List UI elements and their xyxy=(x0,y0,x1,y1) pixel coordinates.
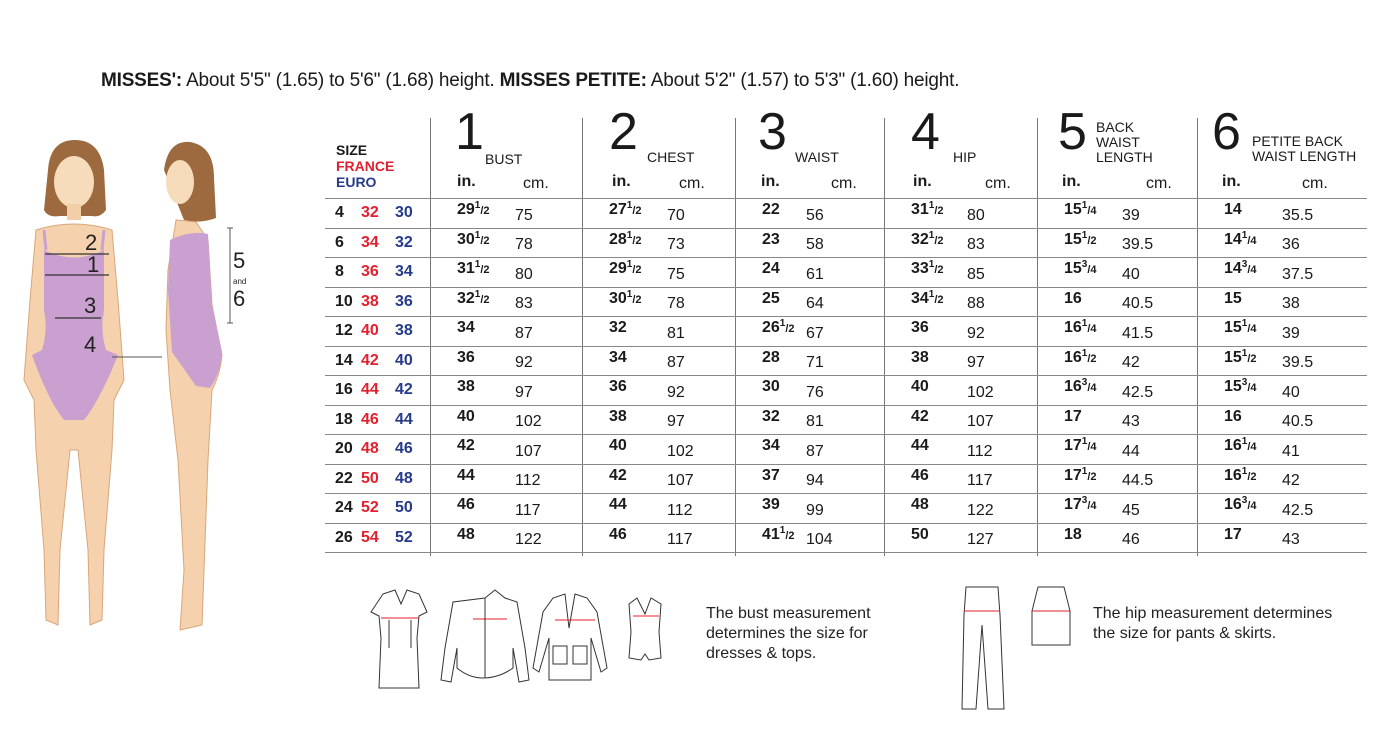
bust-caption xyxy=(706,604,871,664)
hip-inches: 48 xyxy=(911,496,929,514)
petite-inches: $15^3/4$ xyxy=(1224,377,1257,396)
table-row xyxy=(325,258,1367,288)
hip-cm: 80 xyxy=(967,206,985,224)
petite-inches: 16 xyxy=(1224,407,1242,425)
hip-caption xyxy=(1093,604,1332,644)
hip-inches: $34^1/2$ xyxy=(911,288,944,307)
bust-inches: 34 xyxy=(457,319,475,337)
size-france: 46 xyxy=(361,410,379,428)
unit-cm: cm. xyxy=(985,175,1011,192)
bust-cm: 117 xyxy=(515,501,541,519)
size-euro: 42 xyxy=(395,381,413,399)
size-france: 38 xyxy=(361,292,379,310)
size-france: 40 xyxy=(361,322,379,340)
hip-garments-illustration xyxy=(960,585,1080,715)
petite-inches: 14 xyxy=(1224,201,1242,219)
figure-label-3: 3 xyxy=(84,293,97,318)
waist-inches: 32 xyxy=(762,407,780,425)
size-euro: 30 xyxy=(395,204,413,222)
petite-cm: 41 xyxy=(1282,442,1300,460)
chest-inches: 38 xyxy=(609,407,627,425)
petite-inches: $15^1/2$ xyxy=(1224,347,1257,366)
chest-inches: $29^1/2$ xyxy=(609,259,642,278)
petite-cm: 35.5 xyxy=(1282,206,1314,224)
bust-inches: $30^1/2$ xyxy=(457,229,490,248)
size-euro: 44 xyxy=(395,410,413,428)
table-row xyxy=(325,287,1367,317)
chest-cm: 70 xyxy=(667,206,685,224)
chest-inches: 36 xyxy=(609,378,627,396)
back-cm: 44.5 xyxy=(1122,472,1154,490)
size-euro: 36 xyxy=(395,292,413,310)
column-label-line: LENGTH xyxy=(1096,149,1153,165)
size-us: 20 xyxy=(335,440,353,458)
chest-cm: 87 xyxy=(667,354,685,372)
table-row xyxy=(325,199,1367,229)
bust-cm: 97 xyxy=(515,383,533,401)
petite-text: About 5'2" (1.57) to 5'3" (1.60) height. xyxy=(646,70,960,91)
table-row xyxy=(325,494,1367,524)
column-label: BUST xyxy=(485,151,523,167)
size-france: 48 xyxy=(361,440,379,458)
back-cm: 44 xyxy=(1122,442,1140,460)
bust-cm: 75 xyxy=(515,206,533,224)
hip-inches: $32^1/2$ xyxy=(911,229,944,248)
back-inches: $15^3/4$ xyxy=(1064,259,1097,278)
petite-inches: $16^1/2$ xyxy=(1224,465,1257,484)
chest-cm: 112 xyxy=(667,501,693,519)
bust-cm: 83 xyxy=(515,295,533,313)
body-figure-illustration xyxy=(0,130,280,640)
size-us: 14 xyxy=(335,351,353,369)
waist-cm: 87 xyxy=(806,442,824,460)
misses-label: MISSES': xyxy=(101,70,183,91)
bust-inches: 36 xyxy=(457,348,475,366)
front-figure-icon xyxy=(24,140,162,625)
chest-cm: 97 xyxy=(667,413,685,431)
size-chart xyxy=(325,103,1367,549)
size-euro: 32 xyxy=(395,233,413,251)
back-cm: 42.5 xyxy=(1122,383,1154,401)
unit-cm: cm. xyxy=(831,175,857,192)
size-france: 34 xyxy=(361,233,379,251)
side-figure-icon xyxy=(164,142,222,630)
back-inches: 18 xyxy=(1064,525,1082,543)
chest-inches: 32 xyxy=(609,319,627,337)
waist-cm: 56 xyxy=(806,206,824,224)
size-key-euro: EURO xyxy=(336,174,377,190)
hip-inches: 36 xyxy=(911,319,929,337)
hip-inches: 44 xyxy=(911,437,929,455)
unit-in: in. xyxy=(1062,173,1081,190)
chest-cm: 102 xyxy=(667,442,694,460)
size-us: 16 xyxy=(335,381,353,399)
pants-icon xyxy=(962,587,1004,709)
chest-inches: 46 xyxy=(609,525,627,543)
bust-inches: 40 xyxy=(457,407,475,425)
size-euro: 50 xyxy=(395,499,413,517)
vest-icon xyxy=(629,598,661,660)
waist-inches: 23 xyxy=(762,230,780,248)
waist-cm: 58 xyxy=(806,236,824,254)
hip-cm: 92 xyxy=(967,324,985,342)
column-number: 4 xyxy=(911,103,940,161)
back-cm: 41.5 xyxy=(1122,324,1154,342)
chest-inches: $27^1/2$ xyxy=(609,200,642,219)
chest-inches: 34 xyxy=(609,348,627,366)
figure-label-1: 1 xyxy=(87,252,100,277)
petite-inches: 15 xyxy=(1224,289,1242,307)
waist-cm: 94 xyxy=(806,472,824,490)
column-number: 3 xyxy=(758,103,787,161)
hip-cm: 112 xyxy=(967,442,993,460)
bust-inches: 38 xyxy=(457,378,475,396)
column-label-line: WAIST xyxy=(1096,134,1140,150)
table-row xyxy=(325,376,1367,406)
waist-cm: 99 xyxy=(806,501,824,519)
petite-cm: 40.5 xyxy=(1282,413,1314,431)
size-us: 22 xyxy=(335,469,353,487)
skirt-icon xyxy=(1032,587,1070,645)
figure-label-5: 5 xyxy=(233,248,246,273)
petite-cm: 42.5 xyxy=(1282,501,1314,519)
column-label-line: BACK xyxy=(1096,119,1135,135)
column-number: 6 xyxy=(1212,103,1241,161)
size-us: 4 xyxy=(335,204,344,222)
bust-caption-line: dresses & tops. xyxy=(706,645,817,662)
back-cm: 39 xyxy=(1122,206,1140,224)
waist-cm: 104 xyxy=(806,531,833,549)
bust-cm: 122 xyxy=(515,531,542,549)
waist-inches: 28 xyxy=(762,348,780,366)
hip-caption-line: The hip measurement determines xyxy=(1093,605,1333,622)
waist-cm: 61 xyxy=(806,265,824,283)
petite-inches: $16^1/4$ xyxy=(1224,436,1257,455)
size-us: 18 xyxy=(335,410,353,428)
back-inches: $16^3/4$ xyxy=(1064,377,1097,396)
unit-cm: cm. xyxy=(1146,175,1172,192)
bust-cm: 87 xyxy=(515,324,533,342)
table-row xyxy=(325,464,1367,494)
chest-cm: 75 xyxy=(667,265,685,283)
back-inches: $17^3/4$ xyxy=(1064,495,1097,514)
unit-cm: cm. xyxy=(1302,175,1328,192)
chest-cm: 117 xyxy=(667,531,693,549)
table-row xyxy=(325,346,1367,376)
chest-inches: 42 xyxy=(609,466,627,484)
waist-inches: 34 xyxy=(762,437,780,455)
column-label: CHEST xyxy=(647,149,695,165)
size-euro: 38 xyxy=(395,322,413,340)
petite-inches: $15^1/4$ xyxy=(1224,318,1257,337)
jacket-icon xyxy=(533,594,607,680)
hip-inches: $31^1/2$ xyxy=(911,200,944,219)
bust-cm: 92 xyxy=(515,354,533,372)
back-cm: 40 xyxy=(1122,265,1140,283)
unit-in: in. xyxy=(612,173,631,190)
petite-cm: 39.5 xyxy=(1282,354,1314,372)
unit-cm: cm. xyxy=(679,175,705,192)
petite-cm: 36 xyxy=(1282,236,1300,254)
chest-cm: 81 xyxy=(667,324,685,342)
waist-inches: 39 xyxy=(762,496,780,514)
back-inches: $17^1/4$ xyxy=(1064,436,1097,455)
unit-in: in. xyxy=(913,173,932,190)
petite-inches: $16^3/4$ xyxy=(1224,495,1257,514)
column-label xyxy=(1096,120,1153,165)
hip-cm: 85 xyxy=(967,265,985,283)
hip-cm: 127 xyxy=(967,531,994,549)
table-row xyxy=(325,317,1367,347)
back-cm: 45 xyxy=(1122,501,1140,519)
petite-cm: 40 xyxy=(1282,383,1300,401)
size-france: 32 xyxy=(361,204,379,222)
waist-cm: 76 xyxy=(806,383,824,401)
figure-label-6: 6 xyxy=(233,286,246,311)
bust-inches: 42 xyxy=(457,437,475,455)
size-france: 42 xyxy=(361,351,379,369)
bust-inches: $29^1/2$ xyxy=(457,200,490,219)
unit-in: in. xyxy=(457,173,476,190)
back-cm: 40.5 xyxy=(1122,295,1154,313)
bust-cm: 102 xyxy=(515,413,542,431)
column-label xyxy=(1252,134,1356,164)
waist-inches: $41^1/2$ xyxy=(762,524,795,543)
back-cm: 39.5 xyxy=(1122,236,1154,254)
size-france: 50 xyxy=(361,469,379,487)
table-row xyxy=(325,435,1367,465)
misses-text: About 5'5" (1.65) to 5'6" (1.68) height. xyxy=(182,70,500,91)
size-france: 36 xyxy=(361,263,379,281)
back-cm: 43 xyxy=(1122,413,1140,431)
petite-inches: $14^3/4$ xyxy=(1224,259,1257,278)
waist-inches: 25 xyxy=(762,289,780,307)
column-label-line: WAIST LENGTH xyxy=(1252,148,1357,164)
back-inches: $16^1/4$ xyxy=(1064,318,1097,337)
unit-cm: cm. xyxy=(523,175,549,192)
figure-label-4: 4 xyxy=(84,332,97,357)
hip-cm: 83 xyxy=(967,236,985,254)
size-euro: 46 xyxy=(395,440,413,458)
size-us: 8 xyxy=(335,263,344,281)
bust-garments-illustration xyxy=(365,588,695,693)
chest-cm: 73 xyxy=(667,236,685,254)
back-inches: $15^1/2$ xyxy=(1064,229,1097,248)
petite-label: MISSES PETITE: xyxy=(499,70,647,91)
petite-cm: 42 xyxy=(1282,472,1300,490)
back-inches: $17^1/2$ xyxy=(1064,465,1097,484)
hip-cm: 107 xyxy=(967,413,994,431)
bust-cm: 112 xyxy=(515,472,541,490)
hip-inches: 46 xyxy=(911,466,929,484)
waist-cm: 67 xyxy=(806,324,824,342)
chest-cm: 107 xyxy=(667,472,694,490)
column-number: 1 xyxy=(455,103,484,161)
hip-caption-line: the size for pants & skirts. xyxy=(1093,625,1277,642)
unit-in: in. xyxy=(761,173,780,190)
petite-cm: 39 xyxy=(1282,324,1300,342)
size-euro: 34 xyxy=(395,263,413,281)
size-euro: 52 xyxy=(395,528,413,546)
back-cm: 46 xyxy=(1122,531,1140,549)
bust-inches: 48 xyxy=(457,525,475,543)
petite-cm: 38 xyxy=(1282,295,1300,313)
table-row xyxy=(325,405,1367,435)
size-france: 54 xyxy=(361,528,379,546)
dress-icon xyxy=(371,590,427,688)
size-key xyxy=(336,142,394,190)
hip-cm: 102 xyxy=(967,383,994,401)
back-inches: 16 xyxy=(1064,289,1082,307)
petite-inches: 17 xyxy=(1224,525,1242,543)
hip-cm: 117 xyxy=(967,472,993,490)
back-inches: 17 xyxy=(1064,407,1082,425)
chest-inches: $28^1/2$ xyxy=(609,229,642,248)
hip-inches: 38 xyxy=(911,348,929,366)
column-number: 5 xyxy=(1058,103,1087,161)
hip-inches: 42 xyxy=(911,407,929,425)
figure-label-2: 2 xyxy=(85,230,98,255)
bust-inches: $31^1/2$ xyxy=(457,259,490,278)
figure-label-and: and xyxy=(233,277,247,286)
size-euro: 40 xyxy=(395,351,413,369)
column-label-line: PETITE BACK xyxy=(1252,133,1344,149)
hip-inches: 40 xyxy=(911,378,929,396)
hip-inches: 50 xyxy=(911,525,929,543)
petite-cm: 37.5 xyxy=(1282,265,1314,283)
size-table xyxy=(325,198,1367,553)
hip-cm: 97 xyxy=(967,354,985,372)
bust-cm: 78 xyxy=(515,236,533,254)
size-us: 6 xyxy=(335,233,344,251)
size-france: 44 xyxy=(361,381,379,399)
size-us: 24 xyxy=(335,499,353,517)
bust-cm: 80 xyxy=(515,265,533,283)
chest-cm: 92 xyxy=(667,383,685,401)
column-label: HIP xyxy=(953,149,977,165)
hip-cm: 122 xyxy=(967,501,994,519)
bust-caption-line: determines the size for xyxy=(706,625,868,642)
size-euro: 48 xyxy=(395,469,413,487)
chest-inches: 40 xyxy=(609,437,627,455)
waist-inches: $26^1/2$ xyxy=(762,318,795,337)
shirt-icon xyxy=(441,590,529,682)
waist-inches: 30 xyxy=(762,378,780,396)
size-key-france: FRANCE xyxy=(336,158,395,174)
size-us: 12 xyxy=(335,322,353,340)
back-inches: $15^1/4$ xyxy=(1064,200,1097,219)
hip-inches: $33^1/2$ xyxy=(911,259,944,278)
body-measurement-figures xyxy=(0,130,280,640)
unit-in: in. xyxy=(1222,173,1241,190)
column-label: WAIST xyxy=(795,149,839,165)
chest-cm: 78 xyxy=(667,295,685,313)
bust-inches: 46 xyxy=(457,496,475,514)
height-note xyxy=(101,70,959,92)
waist-inches: 24 xyxy=(762,260,780,278)
chart-header xyxy=(325,103,1367,198)
bust-inches: 44 xyxy=(457,466,475,484)
waist-cm: 64 xyxy=(806,295,824,313)
petite-cm: 43 xyxy=(1282,531,1300,549)
size-us: 26 xyxy=(335,528,353,546)
chest-inches: $30^1/2$ xyxy=(609,288,642,307)
back-inches: $16^1/2$ xyxy=(1064,347,1097,366)
table-row xyxy=(325,523,1367,553)
back-cm: 42 xyxy=(1122,354,1140,372)
size-us: 10 xyxy=(335,292,353,310)
bust-cm: 107 xyxy=(515,442,542,460)
bust-caption-line: The bust measurement xyxy=(706,605,871,622)
bust-inches: $32^1/2$ xyxy=(457,288,490,307)
size-key-size: SIZE xyxy=(336,142,368,158)
column-number: 2 xyxy=(609,103,638,161)
waist-inches: 37 xyxy=(762,466,780,484)
waist-inches: 22 xyxy=(762,201,780,219)
size-france: 52 xyxy=(361,499,379,517)
petite-inches: $14^1/4$ xyxy=(1224,229,1257,248)
table-row xyxy=(325,228,1367,258)
waist-cm: 71 xyxy=(806,354,824,372)
hip-cm: 88 xyxy=(967,295,985,313)
waist-cm: 81 xyxy=(806,413,824,431)
chest-inches: 44 xyxy=(609,496,627,514)
